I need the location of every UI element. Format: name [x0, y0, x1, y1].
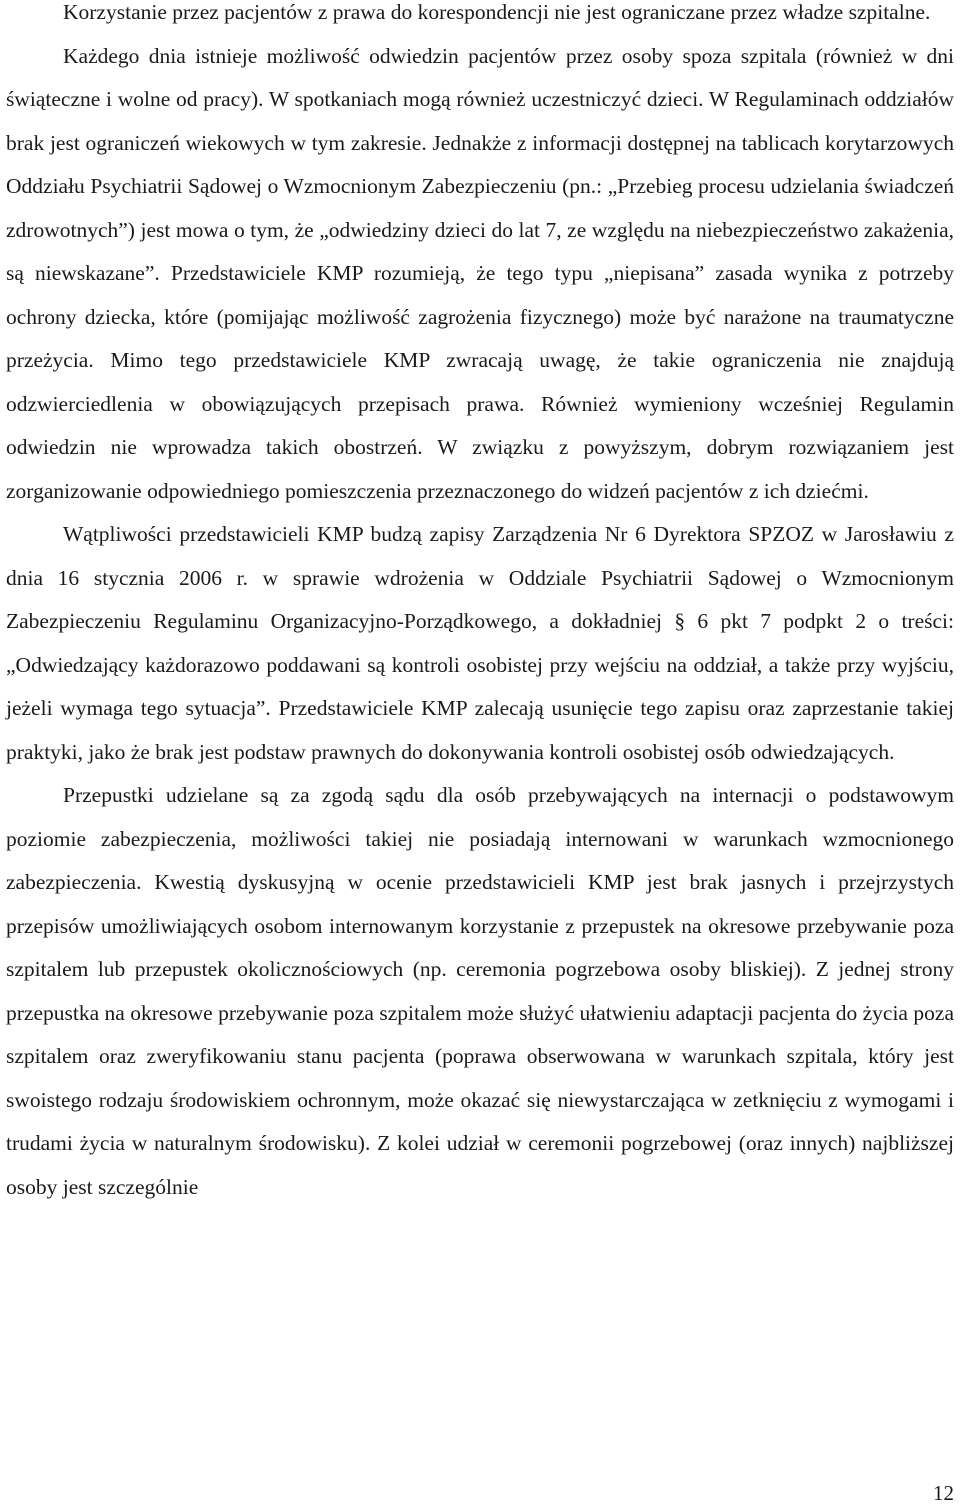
document-page — [6, 0, 954, 1209]
paragraph-regulation-doubts: Wątpliwości przedstawicieli KMP budzą zapisy Zarządzenia Nr 6 Dyrektora SPZOZ w Jarosławiu z dnia 16 stycznia 2006 r. w sprawie wdrożenia w Oddziale Psychiatrii Sądowej o Wzmocnionym Zabezpieczeniu Regulaminu Organizacyjno-Porządkowego, a dokładniej § 6 pkt 7 podpkt 2 o treści: „Odwiedzający każdorazowo poddawani są kontroli osobistej przy wejściu na oddział, a także przy wyjściu, jeżeli wymaga tego sytuacja”. Przedstawiciele KMP zalecają usunięcie tego zapisu oraz zaprzestanie takiej praktyki, jako że brak jest podstaw prawnych do dokonywania kontroli osobistej osób odwiedzających. — [6, 522, 954, 764]
paragraph-correspondence: Korzystanie przez pacjentów z prawa do korespondencji nie jest ograniczane przez władze szpitalne. — [63, 0, 931, 24]
page-number: 12 — [933, 1481, 954, 1505]
paragraph-visits: Każdego dnia istnieje możliwość odwiedzin pacjentów przez osoby spoza szpitala (również w dni świąteczne i wolne od pracy). W spotkaniach mogą również uczestniczyć dzieci. W Regulaminach oddziałów brak jest ograniczeń wiekowych w tym zakresie. Jednakże z informacji dostępnej na tablicach korytarzowych Oddziału Psychiatrii Sądowej o Wzmocnionym Zabezpieczeniu (pn.: „Przebieg procesu udzielania świadczeń zdrowotnych”) jest mowa o tym, że „odwiedziny dzieci do lat 7, ze względu na niebezpieczeństwo zakażenia, są niewskazane”. Przedstawiciele KMP rozumieją, że tego typu „niepisana” zasada wynika z potrzeby ochrony dziecka, które (pomijając możliwość zagrożenia fizycznego) może być narażone na traumatyczne przeżycia. Mimo tego przedstawiciele KMP zwracają uwagę, że takie ograniczenia nie znajdują odzwierciedlenia w obowiązujących przepisach prawa. Również wymieniony wcześniej Regulamin odwiedzin nie wprowadza takich obostrzeń. W związku z powyższym, dobrym rozwiązaniem jest zorganizowanie odpowiedniego pomieszczenia przeznaczonego do widzeń pacjentów z ich dziećmi. — [6, 43, 954, 503]
paragraph-passes: Przepustki udzielane są za zgodą sądu dla osób przebywających na internacji o podstawowym poziomie zabezpieczenia, możliwości takiej nie posiadają internowani w warunkach wzmocnionego zabezpieczenia. Kwestią dyskusyjną w ocenie przedstawicieli KMP jest brak jasnych i przejrzystych przepisów umożliwiających osobom internowanym korzystanie z przepustek na okresowe przebywanie poza szpitalem lub przepustek okolicznościowych (np. ceremonia pogrzebowa osoby bliskiej). Z jednej strony przepustka na okresowe przebywanie poza szpitalem może służyć ułatwieniu adaptacji pacjenta do życia poza szpitalem oraz zweryfikowaniu stanu pacjenta (poprawa obserwowana w warunkach szpitala, który jest swoistego rodzaju środowiskiem ochronnym, może okazać się niewystarczająca w zetknięciu z wymogami i trudami życia w naturalnym środowisku). Z kolei udział w ceremonii pogrzebowej (oraz innych) najbliższej osoby jest szczególnie — [6, 783, 954, 1199]
